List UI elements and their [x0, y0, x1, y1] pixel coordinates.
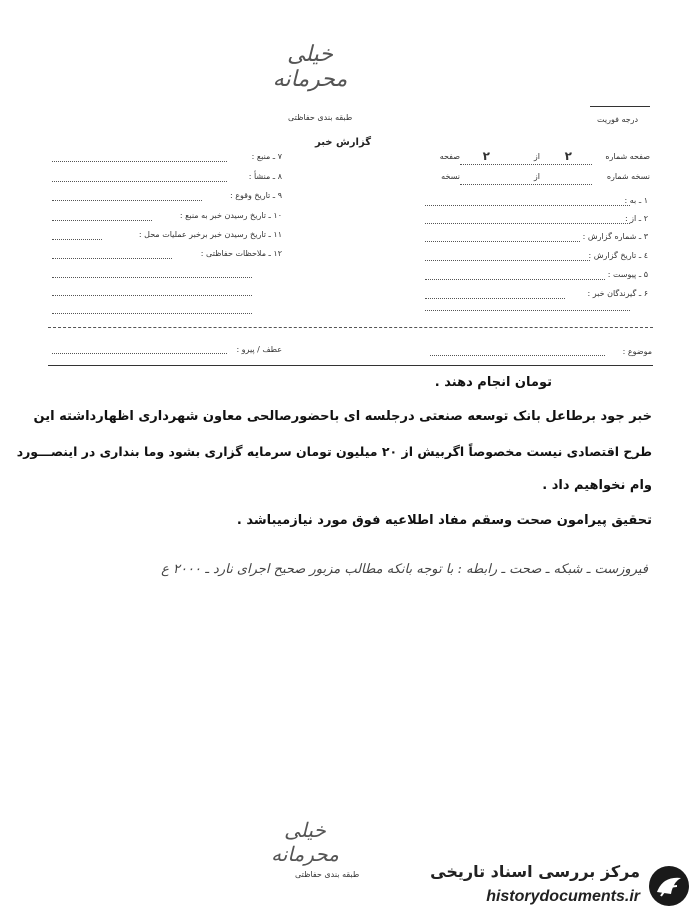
report-title: گزارش خبر [315, 137, 372, 148]
watermark-title: مرکز بررسی اسناد تاریخی [430, 862, 640, 881]
copy-number-label: نسخه شماره [606, 172, 650, 181]
watermark [410, 858, 695, 918]
body-line-5: تحقیق پیرامون صحت وسقم مفاد اطلاعیه فوق مورد نیازمیباشد . [236, 513, 652, 528]
file-reference-label: عطف / پیرو : [236, 345, 282, 354]
right-field-6: ۶ ـ گیرندگان خبر : [587, 289, 648, 298]
right-field-1: ۱ ـ به : [624, 196, 648, 205]
handwritten-note: فیروزست ـ شبکه ـ صحت ـ رابطه : با توجه بانکه مطالب مزبور صحیح اجرای نارد ـ ۲۰۰۰ ع [161, 562, 648, 577]
right-field-4: ٤ ـ تاریخ گزارش : [588, 251, 648, 260]
body-line-3: طرح اقتصادی نیست مخصوصاً اگربیش از ۲۰ میلیون تومان سرمایه گزاری بشود وما بنداری در اینصـــورد [16, 444, 652, 459]
copy-of-label: از [533, 172, 540, 181]
left-field-8: ۸ ـ منشأ : [248, 172, 282, 181]
watermark-url: historydocuments.ir [486, 888, 640, 905]
top-stamp: خیلی محرمانه [272, 42, 348, 92]
header-separator [48, 327, 653, 328]
subject-separator [48, 365, 653, 366]
body-line-2: خبر جود برطاعل بانک توسعه صنعتی درجلسه ای باحضورصالحی معاون شهرداری اظهارداشته این [33, 409, 652, 424]
body-line-4: وام نخواهیم داد . [542, 478, 652, 493]
right-field-5: ۵ ـ پیوست : [607, 270, 648, 279]
left-field-9: ۹ ـ تاریخ وقوع : [229, 191, 282, 200]
page-number-value: ۲ [564, 149, 572, 163]
page-unit-label: صفحه [439, 152, 460, 161]
bottom-classification-label: طبقه بندی حفاظتی [295, 870, 360, 879]
urgency-rule [590, 106, 650, 107]
urgency-label: درجه فوریت [597, 115, 639, 124]
classification-label: طبقه بندی حفاظتی [288, 113, 353, 122]
archive-logo-icon [647, 864, 691, 908]
left-field-10: ۱۰ ـ تاریخ رسیدن خبر به منبع : [179, 211, 282, 220]
body-line-1: تومان انجام دهند . [434, 375, 552, 390]
subject-label: موضوع : [622, 347, 652, 356]
copy-unit-label: نسخه [441, 172, 460, 181]
page-number-label: صفحه شماره [605, 152, 650, 161]
right-field-3: ۳ ـ شماره گزارش : [582, 232, 648, 241]
left-field-7: ۷ ـ منبع : [251, 152, 282, 161]
page-of-label: از [533, 152, 540, 161]
bottom-stamp: خیلی محرمانه [271, 818, 339, 866]
page-total-value: ۲ [482, 149, 490, 163]
left-field-11: ۱۱ ـ تاریخ رسیدن خبر برخبر عملیات محل : [138, 230, 282, 239]
left-field-12: ۱۲ ـ ملاحظات حفاظتی : [200, 249, 282, 258]
right-field-2: ۲ ـ از : [624, 214, 648, 223]
